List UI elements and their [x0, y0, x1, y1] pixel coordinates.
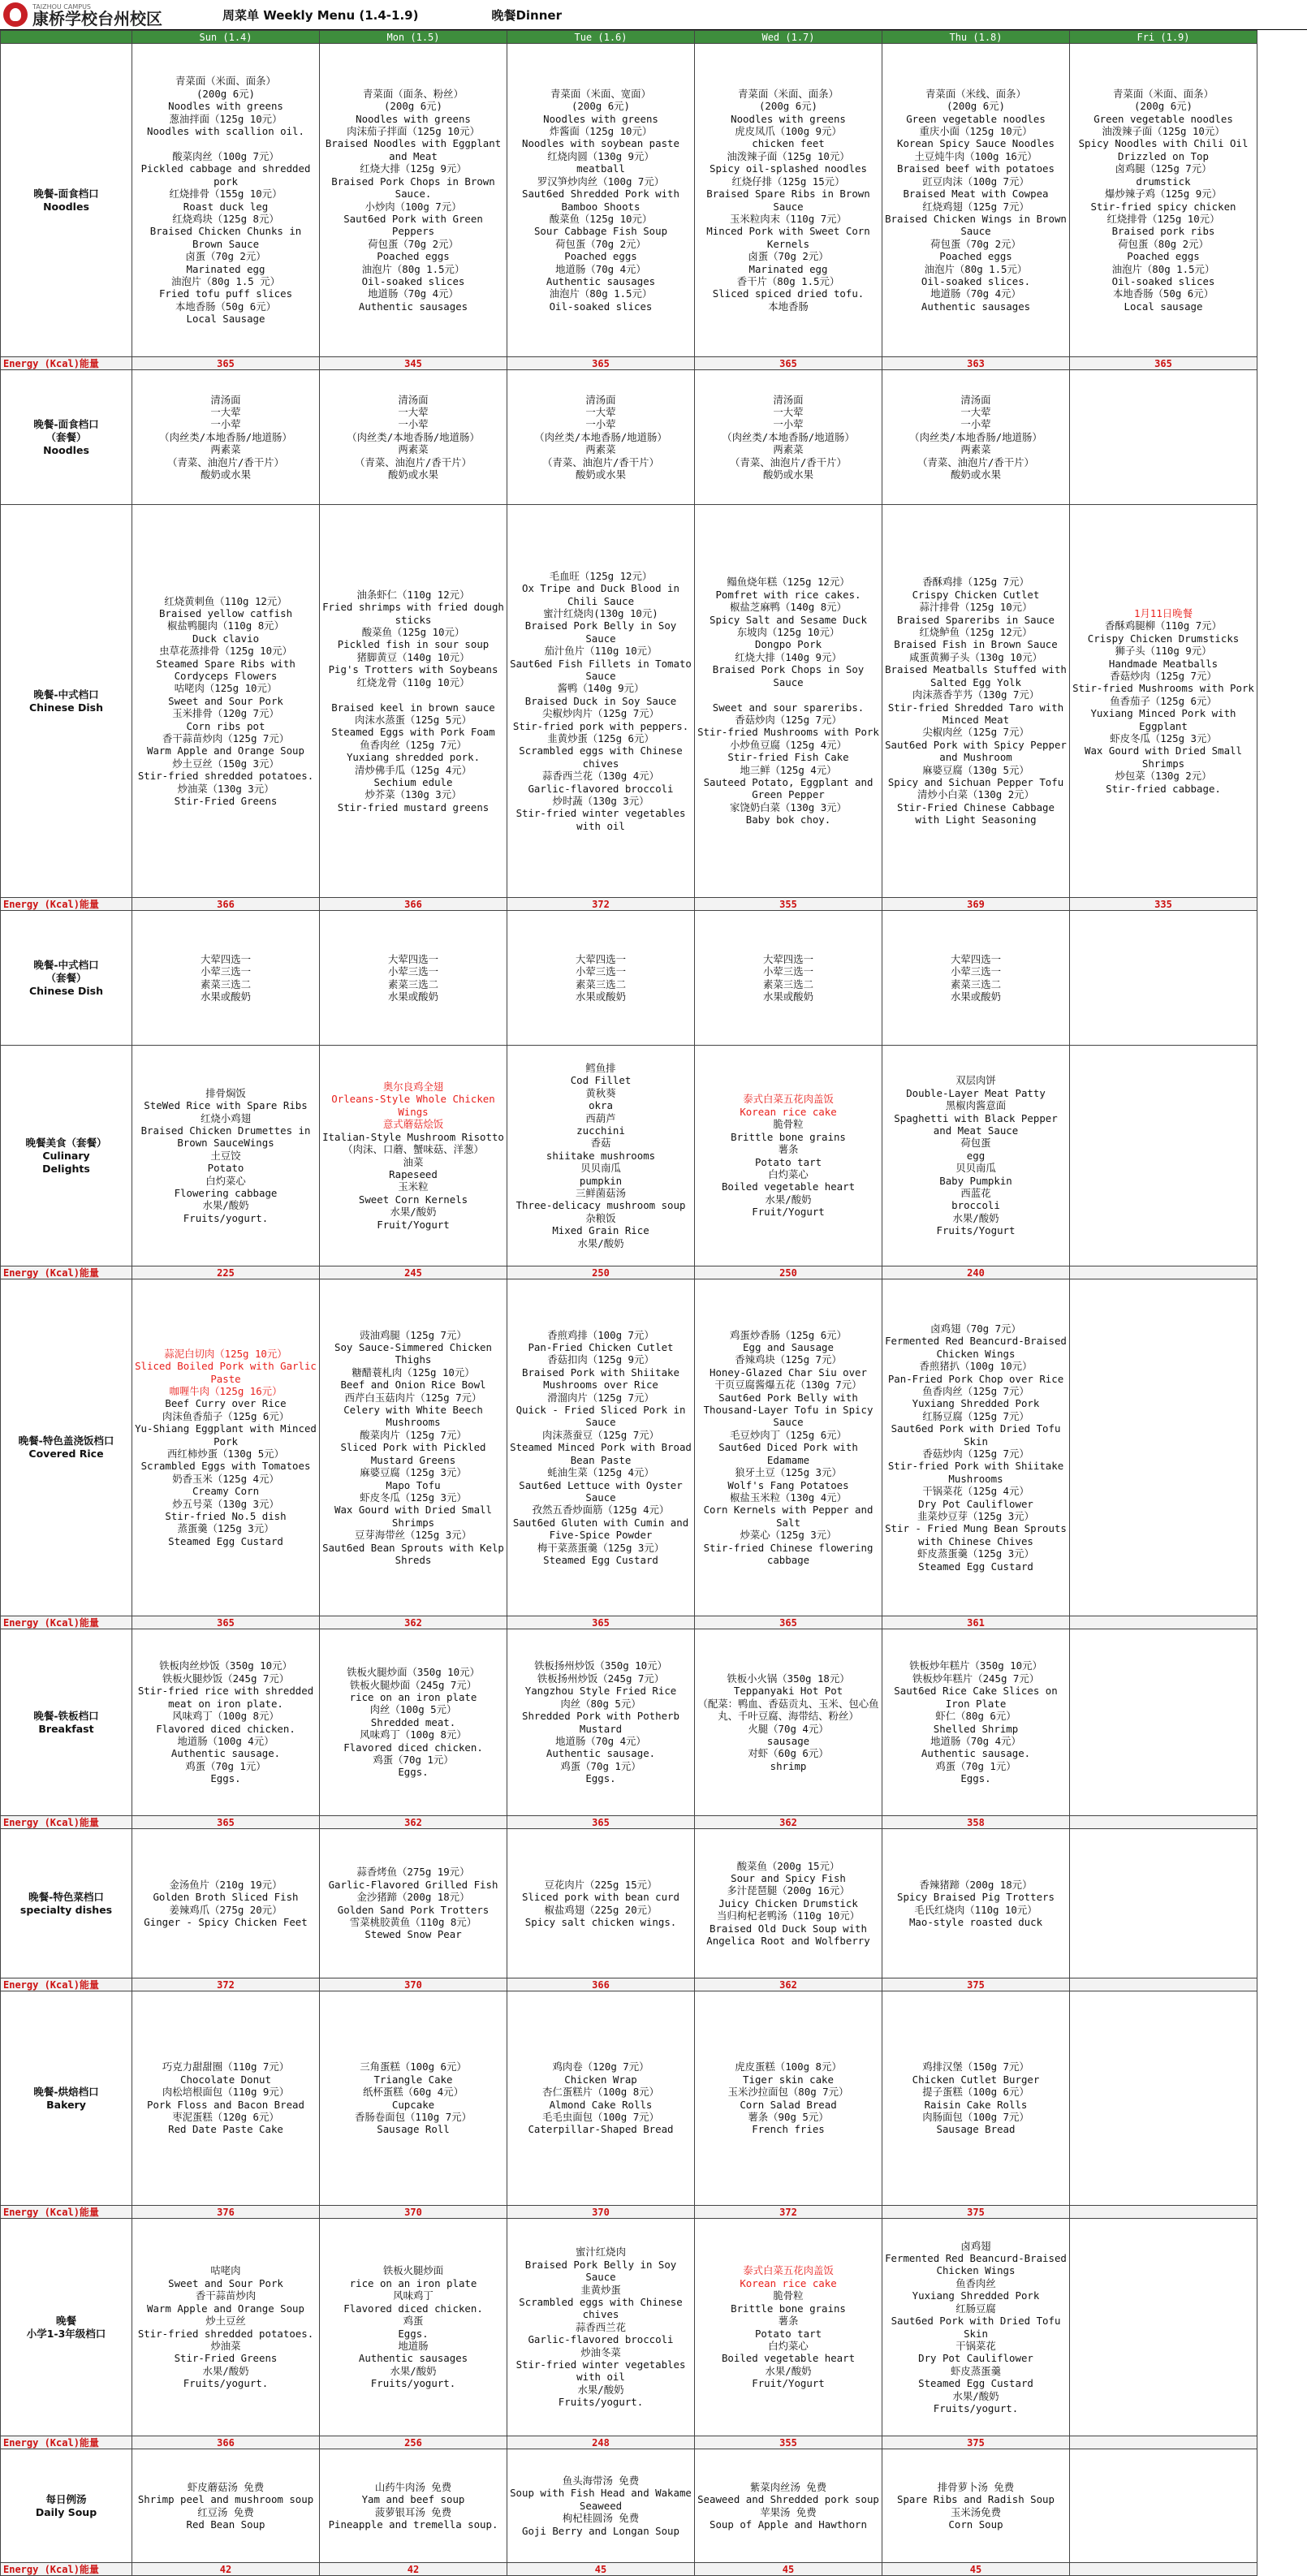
menu-cell: 铁板炒年糕片（350g 10元） 铁板炒年糕片（245g 7元） Saut6ed Rice Cake Slices on Iron Plate 虾仁（80g 6元） Shelled Shrimp 地道肠（70g 4元） Authentic sausage. 鸡蛋（70g 1元） Eggs.: [882, 1629, 1070, 1816]
section-label: 晚餐美食（套餐） Culinary Delights: [1, 1046, 132, 1266]
menu-cell: 铁板扬州炒饭（350g 10元） 铁板扬州炒饭（245g 7元） Yangzhou Style Fried Rice 肉丝（80g 5元） Shredded Pork with Potherb Mustard 地道肠（70g 4元） Authentic sausage. 鸡蛋（70g 1元） Eggs.: [507, 1629, 695, 1816]
energy-label: Energy (Kcal)能量: [1, 898, 132, 911]
menu-cell: 香酥鸡排（125g 7元） Crispy Chicken Cutlet 蒜汁排骨（125g 10元） Braised Spareribs in Sauce 红烧鲈鱼（125g 12元） Braised Fish in Brown Sauce 咸蛋黄狮子头（130g 10元） Braised Meatballs Stuffed with Salted Egg Yolk 肉沫蒸香芋艿（130g 7元） Stir-fried Shredded Taro with Minced Meat 尖椒肉丝（125g 7元） Saut6ed Pork with Spicy Pepper and Mushroom 麻婆豆腐（130g 5元） Spicy and Sichuan Pepper Tofu 清炒小白菜（130g 2元） Stir-Fried Chinese Cabbage with Light Seasoning: [882, 505, 1070, 898]
menu-cell: 青菜面（米面、面条） (200g 6元) Green vegetable noodles 油泼辣子面（125g 10元） Spicy Noodles with Chili Oil Drizzled on Top 卤鸡腿（125g 7元） drumstick 爆炒辣子鸡（125g 9元） Stir-fried spicy chicken 红烧排骨（125g 10元） Braised pork ribs 荷包蛋（80g 2元） Poached eggs 油泡片（80g 1.5元） Oil-soaked slices 本地香肠（50g 6元） Local sausage: [1070, 44, 1257, 357]
day-header: Wed (1.7): [695, 31, 882, 44]
menu-cell: 大荤四选一 小荤三选一 素菜三选二 水果或酸奶: [882, 911, 1070, 1046]
menu-cell: 香煎鸡排（100g 7元） Pan-Fried Chicken Cutlet 香菇扣肉（125g 9元） Braised Pork with Shiitake Mushrooms over Rice 滑溜肉片（125g 7元） Quick - Fried Sliced Pork in Sauce 肉沫蒸蚕豆（125g 7元） Steamed Minced Pork with Broad Bean Paste 蚝油生菜（125g 4元） Saut6ed Lettuce with Oyster Sauce 孜然五香炒面筋（125g 4元） Saut6ed Gluten with Cumin and Five-Spice Powder 梅干菜蒸蛋羹（125g 3元） Steamed Egg Custard: [507, 1279, 695, 1616]
energy-label: Energy (Kcal)能量: [1, 2563, 132, 2576]
energy-row: [1, 1816, 1257, 1829]
energy-value: 355: [695, 2436, 882, 2449]
energy-value: 365: [132, 1616, 320, 1629]
menu-cell: 排骨萝卜汤 免费 Spare Ribs and Radish Soup 玉米汤免费 Corn Soup: [882, 2449, 1070, 2563]
energy-value: 362: [695, 1978, 882, 1991]
section-label: 晚餐-中式档口 （套餐） Chinese Dish: [1, 911, 132, 1046]
menu-cell: 虾皮蘑菇汤 免费 Shrimp peel and mushroom soup 红豆汤 免费 Red Bean Soup: [132, 2449, 320, 2563]
menu-cell: [1070, 1046, 1257, 1266]
energy-value: 370: [320, 2206, 507, 2219]
menu-cell: 青菜面（米线、面条） (200g 6元) Green vegetable noodles 重庆小面（125g 10元） Korean Spicy Sauce Noodles 土豆炖牛肉（100g 16元） Braised beef with potatoes 豇豆肉沫（100g 7元） Braised Meat with Cowpea 红烧鸡翅（125g 7元） Braised Chicken Wings in Brown Sauce 荷包蛋（70g 2元） Poached eggs 油泡片（80g 1.5元） Oil-soaked slices. 地道肠（70g 4元） Authentic sausages: [882, 44, 1070, 357]
energy-value: 256: [320, 2436, 507, 2449]
menu-cell: 奥尔良鸡全翅 Orleans-Style Whole Chicken Wings 意式蘑菇烩饭 Italian-Style Mushroom Risotto （肉沫、口蘑、蟹味菇、洋葱） 油菜 Rapeseed 玉米粒 Sweet Corn Kernels 水果/酸奶 Fruit/Yogurt: [320, 1046, 507, 1266]
menu-cell: 青菜面（米面、面条） (200g 6元) Noodles with greens 虎皮凤爪（100g 9元） chicken feet 油泼辣子面（125g 10元） Spicy oil-splashed noodles 红烧仔排（125g 15元） Braised Spare Ribs in Brown Sauce 玉米粒肉末（110g 7元） Minced Pork with Sweet Corn Kernels 卤蛋（70g 2元） Marinated egg 香干片（80g 1.5元） Sliced spiced dried tofu. 本地香肠: [695, 44, 882, 357]
energy-row: [1, 2206, 1257, 2219]
menu-section-row: [1, 1991, 1257, 2206]
energy-label: Energy (Kcal)能量: [1, 1816, 132, 1829]
menu-cell: 香辣猪蹄（200g 18元） Spicy Braised Pig Trotters 毛氏红烧肉（110g 10元） Mao-style roasted duck: [882, 1829, 1070, 1978]
menu-cell: [1070, 370, 1257, 505]
day-header-row: [1, 31, 1257, 44]
menu-cell: 大荤四选一 小荤三选一 素菜三选二 水果或酸奶: [132, 911, 320, 1046]
energy-row: [1, 357, 1257, 370]
energy-value: 366: [132, 898, 320, 911]
energy-value: 365: [507, 357, 695, 370]
menu-cell: 红烧黄刺鱼（110g 12元） Braised yellow catfish 椒盐鸭腿肉（110g 8元） Duck clavio 虫草花蒸排骨（125g 10元） Steamed Spare Ribs with Cordyceps Flowers 咕咾肉（125g 10元） Sweet and Sour Pork 玉米排骨（120g 7元） Corn ribs pot 香干蒜苗炒肉（125g 7元） Warm Apple and Orange Soup 炒土豆丝（150g 3元） Stir-fried shredded potatoes. 炒油菜（130g 3元） Stir-Fried Greens: [132, 505, 320, 898]
energy-value: 365: [695, 1616, 882, 1629]
menu-cell: 青菜面（米面、面条） (200g 6元) Noodles with greens 葱油拌面（125g 10元） Noodles with scallion oil. 酸菜肉丝（100g 7元） Pickled cabbage and shredded pork 红烧排骨（155g 10元） Roast duck leg 红烧鸡块（125g 8元） Braised Chicken Chunks in Brown Sauce 卤蛋（70g 2元） Marinated egg 油泡片（80g 1.5 元） Fried tofu puff slices 本地香肠（50g 6元） Local Sausage: [132, 44, 320, 357]
energy-value: 355: [695, 898, 882, 911]
menu-cell: 大荤四选一 小荤三选一 素菜三选二 水果或酸奶: [695, 911, 882, 1046]
menu-cell: 山药牛肉汤 免费 Yam and beef soup 菠萝银耳汤 免费 Pineapple and tremella soup.: [320, 2449, 507, 2563]
school-emblem-icon: [3, 2, 28, 27]
menu-cell: 卤鸡翅（70g 7元） Fermented Red Beancurd-Braised Chicken Wings 香煎猪扒（100g 10元） Pan-Fried Pork Chop over Rice 鱼香肉丝（125g 7元） Yuxiang Shredded Pork 红肠豆腐（125g 7元） Saut6ed Pork with Dried Tofu Skin 香菇炒肉（125g 7元） Stir-fried Pork with Shiitake Mushrooms 干锅菜花（125g 4元） Dry Pot Cauliflower 韭菜炒豆芽（125g 3元） Stir - Fried Mung Bean Sprouts with Chinese Chives 虾皮蒸蛋羹（125g 3元） Steamed Egg Custard: [882, 1279, 1070, 1616]
energy-value: 365: [132, 1816, 320, 1829]
menu-cell: 鱼头海带汤 免费 Soup with Fish Head and Wakame Seaweed 枸杞桂圆汤 免费 Goji Berry and Longan Soup: [507, 2449, 695, 2563]
menu-cell: 三角蛋糕（100g 6元） Triangle Cake 纸杯蛋糕（60g 4元） Cupcake 香肠卷面包（110g 7元） Sausage Roll: [320, 1991, 507, 2206]
energy-value: 250: [695, 1266, 882, 1279]
day-header: Sun (1.4): [132, 31, 320, 44]
energy-value: 362: [320, 1616, 507, 1629]
energy-value: [1070, 1816, 1257, 1829]
menu-cell: 清汤面 一大荤 一小荤 （肉丝类/本地香肠/地道肠） 两素菜 （青菜、油泡片/香干片） 酸奶或水果: [695, 370, 882, 505]
menu-cell: 清汤面 一大荤 一小荤 （肉丝类/本地香肠/地道肠） 两素菜 （青菜、油泡片/香干片） 酸奶或水果: [882, 370, 1070, 505]
energy-row: [1, 1978, 1257, 1991]
meal-subtitle: 晚餐Dinner: [491, 7, 562, 23]
energy-value: 335: [1070, 898, 1257, 911]
energy-value: 362: [695, 1816, 882, 1829]
energy-value: 361: [882, 1616, 1070, 1629]
energy-value: 366: [507, 1978, 695, 1991]
energy-value: [1070, 2563, 1257, 2576]
menu-cell: 鸡排汉堡（150g 7元） Chicken Cutlet Burger 提子蛋糕（100g 6元） Raisin Cake Rolls 肉肠面包（100g 7元） Sausage Bread: [882, 1991, 1070, 2206]
menu-cell: 豆花肉片（225g 15元） Sliced pork with bean curd 椒盐鸡翅（225g 20元） Spicy salt chicken wings.: [507, 1829, 695, 1978]
day-header: Thu (1.8): [882, 31, 1070, 44]
menu-cell: 蒜香烤鱼（275g 19元） Garlic-Flavored Grilled Fish 金沙猪蹄（200g 18元） Golden Sand Pork Trotters 雪菜桃胶黄鱼（110g 8元） Stewed Snow Pear: [320, 1829, 507, 1978]
energy-value: [1070, 2206, 1257, 2219]
menu-section-row: [1, 505, 1257, 898]
energy-value: 372: [507, 898, 695, 911]
menu-cell: 毛血旺（125g 12元） Ox Tripe and Duck Blood in Chili Sauce 蜜汁红烧肉(130g 10元) Braised Pork Belly in Soy Sauce 茄汁鱼片（110g 10元） Saut6ed Fish Fillets in Tomato Sauce 酱鸭（140g 9元） Braised Duck in Soy Sauce 尖椒炒肉片（125g 7元） Stir-fried pork with peppers. 韭黄炒蛋（125g 6元） Scrambled eggs with Chinese chives 蒜香西兰花（130g 4元） Garlic-flavored broccoli 炒时蔬（130g 3元） Stir-fried winter vegetables with oil: [507, 505, 695, 898]
menu-cell: 清汤面 一大荤 一小荤 （肉丝类/本地香肠/地道肠） 两素菜 （青菜、油泡片/香干片） 酸奶或水果: [320, 370, 507, 505]
menu-cell: [1070, 1629, 1257, 1816]
section-label: 晚餐-特色菜档口 specialty dishes: [1, 1829, 132, 1978]
energy-value: 372: [132, 1978, 320, 1991]
energy-value: 372: [695, 2206, 882, 2219]
menu-cell: 清汤面 一大荤 一小荤 （肉丝类/本地香肠/地道肠） 两素菜 （青菜、油泡片/香干片） 酸奶或水果: [132, 370, 320, 505]
energy-row: [1, 2563, 1257, 2576]
section-label: 晚餐-铁板档口 Breakfast: [1, 1629, 132, 1816]
energy-label: Energy (Kcal)能量: [1, 357, 132, 370]
page-title: 周菜单 Weekly Menu (1.4-1.9): [222, 7, 419, 23]
menu-cell: 1月11日晚餐 香酥鸡腿柳（110g 7元） Crispy Chicken Drumsticks 狮子头（110g 9元） Handmade Meatballs 香菇炒肉（125g 7元） Stir-fried Mushrooms with Pork 鱼香茄子（125g 6元） Yuxiang Minced Pork with Eggplant 虾皮冬瓜（125g 3元） Wax Gourd with Dried Small Shrimps 炒包菜（130g 2元） Stir-fried cabbage.: [1070, 505, 1257, 898]
energy-value: 370: [320, 1978, 507, 1991]
day-header: Fri (1.9): [1070, 31, 1257, 44]
section-label: 晚餐-中式档口 Chinese Dish: [1, 505, 132, 898]
menu-cell: 巧克力甜甜圈（110g 7元） Chocolate Donut 肉松培根面包（110g 9元） Pork Floss and Bacon Bread 枣泥蛋糕（120g 6元） Red Date Paste Cake: [132, 1991, 320, 2206]
menu-cell: 排骨焖饭 SteWed Rice with Spare Ribs 红烧小鸡翅 Braised Chicken Drumettes in Brown SauceWings 土豆饺 Potato 白灼菜心 Flowering cabbage 水果/酸奶 Fruits/yogurt.: [132, 1046, 320, 1266]
energy-label: Energy (Kcal)能量: [1, 2436, 132, 2449]
menu-cell: 铁板小火锅（350g 18元） Teppanyaki Hot Pot （配菜：鸭血、香菇贡丸、玉米、包心鱼丸、千叶豆腐、海带结、粉丝） 火腿（70g 4元） sausage 对虾（60g 6元） shrimp: [695, 1629, 882, 1816]
energy-value: 363: [882, 357, 1070, 370]
menu-section-row: [1, 1046, 1257, 1266]
energy-row: [1, 898, 1257, 911]
menu-cell: 鳎鱼烧年糕（125g 12元） Pomfret with rice cakes. 椒盐芝麻鸭（140g 8元） Spicy Salt and Sesame Duck 东坡肉（125g 10元） Dongpo Pork 红烧大排（140g 9元） Braised Pork Chops in Soy Sauce Sweet and sour spareribs. 香菇炒肉（125g 7元） Stir-fried Mushrooms with Pork 小炒鱼豆腐（125g 4元） Stir-fried Fish Cake 地三鲜（125g 4元） Sauteed Potato, Eggplant and Green Pepper 家饶奶白菜（130g 3元） Baby bok choy.: [695, 505, 882, 898]
energy-row: [1, 1266, 1257, 1279]
menu-section-row: [1, 2219, 1257, 2436]
energy-value: [1070, 1616, 1257, 1629]
menu-header: [0, 0, 1307, 30]
energy-value: [1070, 1266, 1257, 1279]
energy-value: 365: [132, 357, 320, 370]
section-label: 每日例汤 Daily Soup: [1, 2449, 132, 2563]
menu-section-row: [1, 911, 1257, 1046]
menu-cell: 铁板肉丝炒饭（350g 10元） 铁板火腿炒饭（245g 7元） Stir-fried rice with shredded meat on iron plate. 风味鸡丁（100g 8元） Flavored diced chicken. 地道肠（100g 4元） Authentic sausage. 鸡蛋（70g 1元） Eggs.: [132, 1629, 320, 1816]
menu-cell: 双层肉饼 Double-Layer Meat Patty 黑椒肉酱意面 Spaghetti with Black Pepper and Meat Sauce 荷包蛋 egg 贝贝南瓜 Baby Pumpkin 西蓝花 broccoli 水果/酸奶 Fruits/Yogurt: [882, 1046, 1070, 1266]
menu-cell: [1070, 1279, 1257, 1616]
menu-cell: [1070, 2219, 1257, 2436]
menu-cell: 酸菜鱼（200g 15元） Sour and Spicy Fish 多汁琵琶腿（200g 16元） Juicy Chicken Drumstick 当归枸杞老鸭汤（110g 10元） Braised Old Duck Soup with Angelica Root and Wolfberry: [695, 1829, 882, 1978]
menu-section-row: [1, 1829, 1257, 1978]
energy-value: 365: [507, 1616, 695, 1629]
energy-value: 365: [1070, 357, 1257, 370]
weekly-menu-table: [0, 30, 1257, 2576]
energy-value: 245: [320, 1266, 507, 1279]
energy-label: Energy (Kcal)能量: [1, 2206, 132, 2219]
menu-cell: 豉油鸡腿（125g 7元） Soy Sauce-Simmered Chicken Thighs 糖醋蓑札肉（125g 10元） Beef and Onion Rice Bowl 西芹白玉菇肉片（125g 7元） Celery with White Beech Mushrooms 酸菜肉片（125g 7元） Sliced Pork with Pickled Mustard Greens 麻婆豆腐（125g 3元） Mapo Tofu 虾皮冬瓜（125g 3元） Wax Gourd with Dried Small Shrimps 豆芽海带丝（125g 3元） Saut6ed Bean Sprouts with Kelp Shreds: [320, 1279, 507, 1616]
day-header: Mon (1.5): [320, 31, 507, 44]
menu-section-row: [1, 1279, 1257, 1616]
section-label: 晚餐 小学1-3年级档口: [1, 2219, 132, 2436]
menu-cell: 泰式白菜五花肉盖饭 Korean rice cake 脆骨粒 Brittle bone grains 薯条 Potato tart 白灼菜心 Boiled vegetable heart 水果/酸奶 Fruit/Yogurt: [695, 2219, 882, 2436]
menu-section-row: [1, 1629, 1257, 1816]
menu-cell: 鸡肉卷（120g 7元） Chicken Wrap 杏仁蛋糕片（100g 8元） Almond Cake Rolls 毛毛虫面包（100g 7元） Caterpillar-Shaped Bread: [507, 1991, 695, 2206]
menu-cell: 卤鸡翅 Fermented Red Beancurd-Braised Chicken Wings 鱼香肉丝 Yuxiang Shredded Pork 红肠豆腐 Saut6ed Pork with Dried Tofu Skin 干锅菜花 Dry Pot Cauliflower 虾皮蒸蛋羹 Steamed Egg Custard 水果/酸奶 Fruits/yogurt.: [882, 2219, 1070, 2436]
energy-value: 370: [507, 2206, 695, 2219]
menu-cell: 咕咾肉 Sweet and Sour Pork 香干蒜苗炒肉 Warm Apple and Orange Soup 炒土豆丝 Stir-fried shredded potatoes. 炒油菜 Stir-Fried Greens 水果/酸奶 Fruits/yogurt.: [132, 2219, 320, 2436]
section-label: 晚餐-烘焙档口 Bakery: [1, 1991, 132, 2206]
menu-cell: 鳕鱼排 Cod Fillet 黄秋葵 okra 西葫芦 zucchini 香菇 shiitake mushrooms 贝贝南瓜 pumpkin 三鲜菌菇汤 Three-delicacy mushroom soup 杂粮饭 Mixed Grain Rice 水果/酸奶: [507, 1046, 695, 1266]
menu-cell: [1070, 1991, 1257, 2206]
energy-value: 375: [882, 2436, 1070, 2449]
menu-cell: 紫菜肉丝汤 免费 Seaweed and Shredded pork soup 苹果汤 免费 Soup of Apple and Hawthorn: [695, 2449, 882, 2563]
energy-value: 45: [882, 2563, 1070, 2576]
menu-cell: [1070, 911, 1257, 1046]
menu-section-row: [1, 44, 1257, 357]
energy-value: 45: [507, 2563, 695, 2576]
energy-value: 45: [695, 2563, 882, 2576]
menu-cell: 蒜泥白切肉（125g 10元） Sliced Boiled Pork with Garlic Paste 咖喱牛肉（125g 16元） Beef Curry over Rice 肉沫鱼香茄子（125g 6元） Yu-Shiang Eggplant with Minced Pork 西红柿炒蛋（130g 5元） Scrambled Eggs with Tomatoes 奶香玉米（125g 4元） Creamy Corn 炒五号菜（130g 3元） Stir-fried No.5 dish 蒸蛋羹（125g 3元） Steamed Egg Custard: [132, 1279, 320, 1616]
day-header: Tue (1.6): [507, 31, 695, 44]
energy-value: 376: [132, 2206, 320, 2219]
energy-value: 250: [507, 1266, 695, 1279]
menu-cell: 油条虾仁（110g 12元） Fried shrimps with fried dough sticks 酸菜鱼（125g 10元） Pickled fish in sour soup 猪脚黄豆（140g 10元） Pig's Trotters with Soybeans 红烧龙骨（110g 10元） Braised keel in brown sauce 肉沫水蒸蛋（125g 5元） Steamed Eggs with Pork Foam 鱼香肉丝（125g 7元） Yuxiang shredded pork. 清炒佛手瓜（125g 4元） Sechium edule 炒芥菜（130g 3元） Stir-fried mustard greens: [320, 505, 507, 898]
school-logo: [0, 2, 174, 27]
menu-cell: 青菜面（面条、粉丝） (200g 6元) Noodles with greens 肉沫茄子拌面（125g 10元） Braised Noodles with Eggplant and Meat 红烧大排（125g 9元） Braised Pork Chops in Brown Sauce. 小炒肉（100g 7元） Saut6ed Pork with Green Peppers 荷包蛋（70g 2元） Poached eggs 油泡片（80g 1.5元） Oil-soaked slices 地道肠（70g 4元） Authentic sausages: [320, 44, 507, 357]
menu-cell: 大荤四选一 小荤三选一 素菜三选二 水果或酸奶: [507, 911, 695, 1046]
menu-cell: 金汤鱼片（210g 19元） Golden Broth Sliced Fish 姜辣鸡爪（275g 20元） Ginger - Spicy Chicken Feet: [132, 1829, 320, 1978]
energy-value: 225: [132, 1266, 320, 1279]
menu-cell: 铁板火腿炒面（350g 10元） 铁板火腿炒面（245g 7元） rice on an iron plate 肉丝（100g 5元） Shredded meat. 风味鸡丁（100g 8元） Flavored diced chicken. 鸡蛋（70g 1元） Eggs.: [320, 1629, 507, 1816]
menu-cell: 泰式白菜五花肉盖饭 Korean rice cake 脆骨粒 Brittle bone grains 薯条 Potato tart 白灼菜心 Boiled vegetable heart 水果/酸奶 Fruit/Yogurt: [695, 1046, 882, 1266]
menu-cell: 蜜汁红烧肉 Braised Pork Belly in Soy Sauce 韭黄炒蛋 Scrambled eggs with Chinese chives 蒜香西兰花 Garlic-flavored broccoli 炒油冬菜 Stir-fried winter vegetables with oil 水果/酸奶 Fruits/yogurt.: [507, 2219, 695, 2436]
section-label: 晚餐-面食档口 Noodles: [1, 44, 132, 357]
menu-cell: 清汤面 一大荤 一小荤 （肉丝类/本地香肠/地道肠） 两素菜 （青菜、油泡片/香干片） 酸奶或水果: [507, 370, 695, 505]
energy-value: 358: [882, 1816, 1070, 1829]
menu-section-row: [1, 370, 1257, 505]
energy-value: 42: [132, 2563, 320, 2576]
energy-label: Energy (Kcal)能量: [1, 1266, 132, 1279]
corner-cell: [1, 31, 132, 44]
energy-value: 345: [320, 357, 507, 370]
energy-value: [1070, 2436, 1257, 2449]
menu-cell: 青菜面（米面、宽面） (200g 6元) Noodles with greens 炸酱面（125g 10元） Noodles with soybean paste 红烧肉圆（130g 9元） meatball 罗汉笋炒肉丝（100g 7元） Saut6ed Shredded Pork with Bamboo Shoots 酸菜鱼（125g 10元） Sour Cabbage Fish Soup 荷包蛋（70g 2元） Poached eggs 地道肠（70g 4元） Authentic sausages 油泡片（80g 1.5元） Oil-soaked slices: [507, 44, 695, 357]
menu-cell: 大荤四选一 小荤三选一 素菜三选二 水果或酸奶: [320, 911, 507, 1046]
logo-english-name: TAIZHOU CAMPUS: [32, 3, 92, 11]
energy-value: 369: [882, 898, 1070, 911]
menu-cell: 虎皮蛋糕（100g 8元） Tiger skin cake 玉米沙拉面包（80g 7元） Corn Salad Bread 薯条（90g 5元） French fries: [695, 1991, 882, 2206]
energy-value: 375: [882, 2206, 1070, 2219]
energy-value: 365: [507, 1816, 695, 1829]
logo-chinese-name: 康桥学校台州校区: [32, 9, 162, 28]
energy-value: 366: [132, 2436, 320, 2449]
menu-section-row: [1, 2449, 1257, 2563]
energy-row: [1, 2436, 1257, 2449]
energy-value: 366: [320, 898, 507, 911]
energy-value: 248: [507, 2436, 695, 2449]
energy-value: 240: [882, 1266, 1070, 1279]
energy-row: [1, 1616, 1257, 1629]
energy-value: 42: [320, 2563, 507, 2576]
section-label: 晚餐-特色盖浇饭档口 Covered Rice: [1, 1279, 132, 1616]
section-label: 晚餐-面食档口 （套餐） Noodles: [1, 370, 132, 505]
menu-cell: [1070, 2449, 1257, 2563]
energy-label: Energy (Kcal)能量: [1, 1978, 132, 1991]
menu-cell: [1070, 1829, 1257, 1978]
energy-label: Energy (Kcal)能量: [1, 1616, 132, 1629]
energy-value: [1070, 1978, 1257, 1991]
energy-value: 365: [695, 357, 882, 370]
energy-value: 375: [882, 1978, 1070, 1991]
menu-cell: 铁板火腿炒面 rice on an iron plate 风味鸡丁 Flavored diced chicken. 鸡蛋 Eggs. 地道肠 Authentic sausages 水果/酸奶 Fruits/yogurt.: [320, 2219, 507, 2436]
menu-cell: 鸡蛋炒香肠（125g 6元） Egg and Sausage 香辣鸡块（125g 7元） Honey-Glazed Char Siu over 干页豆腐酱爆五花（130g 7元） Saut6ed Pork Belly with Thousand-Layer Tofu in Spicy Sauce 毛豆炒肉丁（125g 6元） Saut6ed Diced Pork with Edamame 狼牙土豆（125g 3元） Wolf's Fang Potatoes 椒盐玉米粒（130g 4元） Corn Kernels with Pepper and Salt 炒菜心（125g 3元） Stir-fried Chinese flowering cabbage: [695, 1279, 882, 1616]
energy-value: 362: [320, 1816, 507, 1829]
